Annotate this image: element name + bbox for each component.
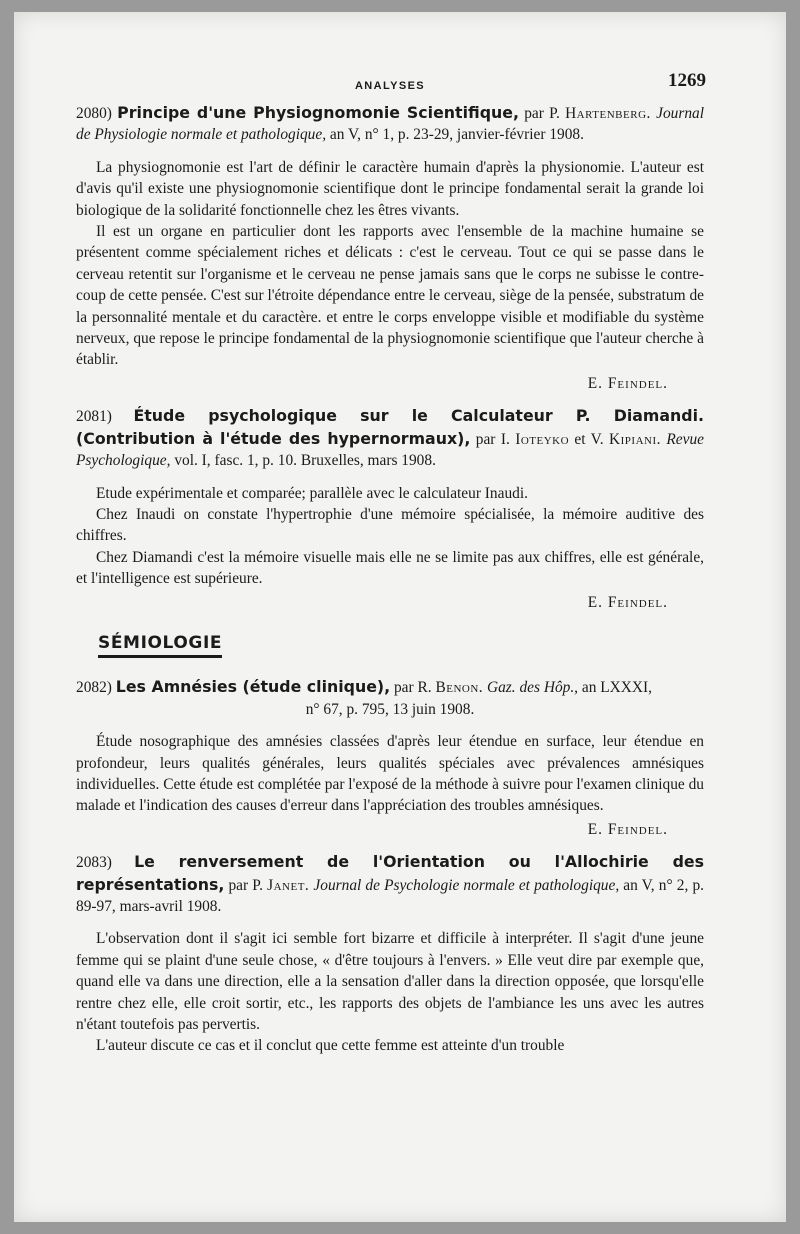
by-text: par R. [390, 679, 436, 697]
signature: E. Feindel. [587, 374, 668, 392]
signature: E. Feindel. [587, 593, 668, 611]
section-heading: SÉMIOLOGIE [98, 633, 222, 658]
journal-name: Gaz. des Hôp., [483, 679, 579, 697]
reference: an V, n° 2, p. 89-97, mars-avril 1908. [76, 876, 704, 915]
by-text: par I. [470, 430, 516, 448]
paragraph: L'observation dont il s'agit ici semble fort bizarre et difficile à interpréter. Il s'agit d'une jeune femme qui se plaint d'une seule chose, « d'être toujours à l'envers. » Elle veut dire par exemple que, quand elle va dans une direction, elle a la sensation d'aller dans la direction opposée, que lorsqu'elle rentre chez elle, elle croit sortir, etc., les rapports des objets de l'ambiance les uns avec les autres n'étant toutefois pas pervertis. [76, 930, 704, 1034]
reference: an LXXXI, [578, 679, 652, 697]
entry-number: 2082) [76, 679, 112, 697]
reference: vol. I, fasc. 1, p. 10. Bruxelles, mars 1908. [170, 452, 436, 470]
entry-title: Les Amnésies (étude clinique), [115, 677, 391, 697]
author-name: Hartenberg. [565, 105, 651, 122]
running-title: ANALYSES [354, 80, 426, 92]
entry-heading [76, 851, 704, 917]
paragraph: Il est un organe en particulier dont les rapports avec l'ensemble de la machine humaine se présentent comme spécialement riches et délicats : c'est le cerveau. Tout ce qui se passe dans le cerveau retentit sur l'organisme et le cerveau ne pense jamais sans que le corps ne subisse le contre-coup de cette pensée. C'est sur l'étroite dépendance entre le cerveau, siège de la pensée, substratum de la personnalité mentale et du caractère. et entre le corps enveloppe visible et modifiable du système nerveux, que repose le principe fondamental de la physiognomonie scientifique que l'auteur cherche à établir. [76, 223, 704, 369]
by-text: par P. [224, 876, 268, 894]
paragraph: Chez Inaudi on constate l'hypertrophie d'une mémoire spécialisée, la mémoire auditive des chiffres. [76, 505, 704, 545]
journal-name: Journal de Psychologie normale et pathologique, [309, 876, 620, 894]
entry-2082 [76, 676, 704, 840]
author-name: Janet. [267, 876, 310, 894]
paragraph: L'auteur discute ce cas et il conclut que cette femme est atteinte d'un trouble [96, 1037, 565, 1055]
author-name: Kipiani. [609, 430, 661, 448]
entry-2083 [76, 851, 704, 1057]
paragraph: Étude nosographique des amnésies classées d'après leur étendue en surface, leur étendue en profondeur, leurs qualités générales, leurs qualités spéciales avec prévalences amnésiques individuelles. Cette étude est complétée par l'exposé de la méthode à suivre pour l'examen clinique du malade et l'indication des causes d'erreur dans l'appréciation des troubles amnésiques. [76, 733, 704, 815]
entry-number: 2080) [76, 105, 112, 122]
author-name: Benon. [435, 679, 484, 697]
entry-heading [76, 102, 704, 146]
paragraph: Etude expérimentale et comparée; parallèle avec le calculateur Inaudi. [96, 484, 528, 502]
entry-heading [76, 676, 704, 698]
entry-2081 [76, 405, 704, 613]
paragraph: La physiognomonie est l'art de définir le caractère humain d'après la physionomie. L'auteur est d'avis qu'il existe une physiognomonie scientifique dont le principe fondamental serait la grande loi biologique de la solidarité fonctionnelle chez les êtres vivants. [76, 158, 704, 219]
page-number: 1269 [668, 70, 706, 91]
page-content [76, 70, 706, 1057]
entry-heading [76, 405, 704, 471]
by-text: par P. [518, 105, 566, 122]
by-text: et V. [569, 430, 610, 448]
reference-continued: n° 67, p. 795, 13 juin 1908. [305, 700, 475, 718]
running-header [76, 70, 706, 100]
journal-name: Revue Psychologique, [76, 430, 704, 470]
signature: E. Feindel. [587, 820, 668, 838]
entry-title: Étude psychologique sur le Calculateur P. Diamandi. (Contribution à l'étude des hypernormaux), [76, 406, 704, 448]
scanned-page [14, 12, 786, 1222]
entry-number: 2083) [76, 854, 112, 872]
entry-title: Le renversement de l'Orientation ou l'Allochirie des représentations, [76, 852, 704, 894]
entry-2080 [76, 102, 704, 394]
reference: an V, n° 1, p. 23-29, janvier-février 1908. [326, 126, 584, 144]
entry-title: Principe d'une Physiognomonie Scientifique, [117, 103, 519, 122]
author-name: Ioteyko [515, 430, 570, 448]
journal-name: Journal de Physiologie normale et pathologique, [76, 105, 704, 144]
paragraph: Chez Diamandi c'est la mémoire visuelle mais elle ne se limite pas aux chiffres, elle est générale, et l'intelligence est supérieure. [76, 548, 704, 588]
entry-number: 2081) [76, 408, 112, 426]
